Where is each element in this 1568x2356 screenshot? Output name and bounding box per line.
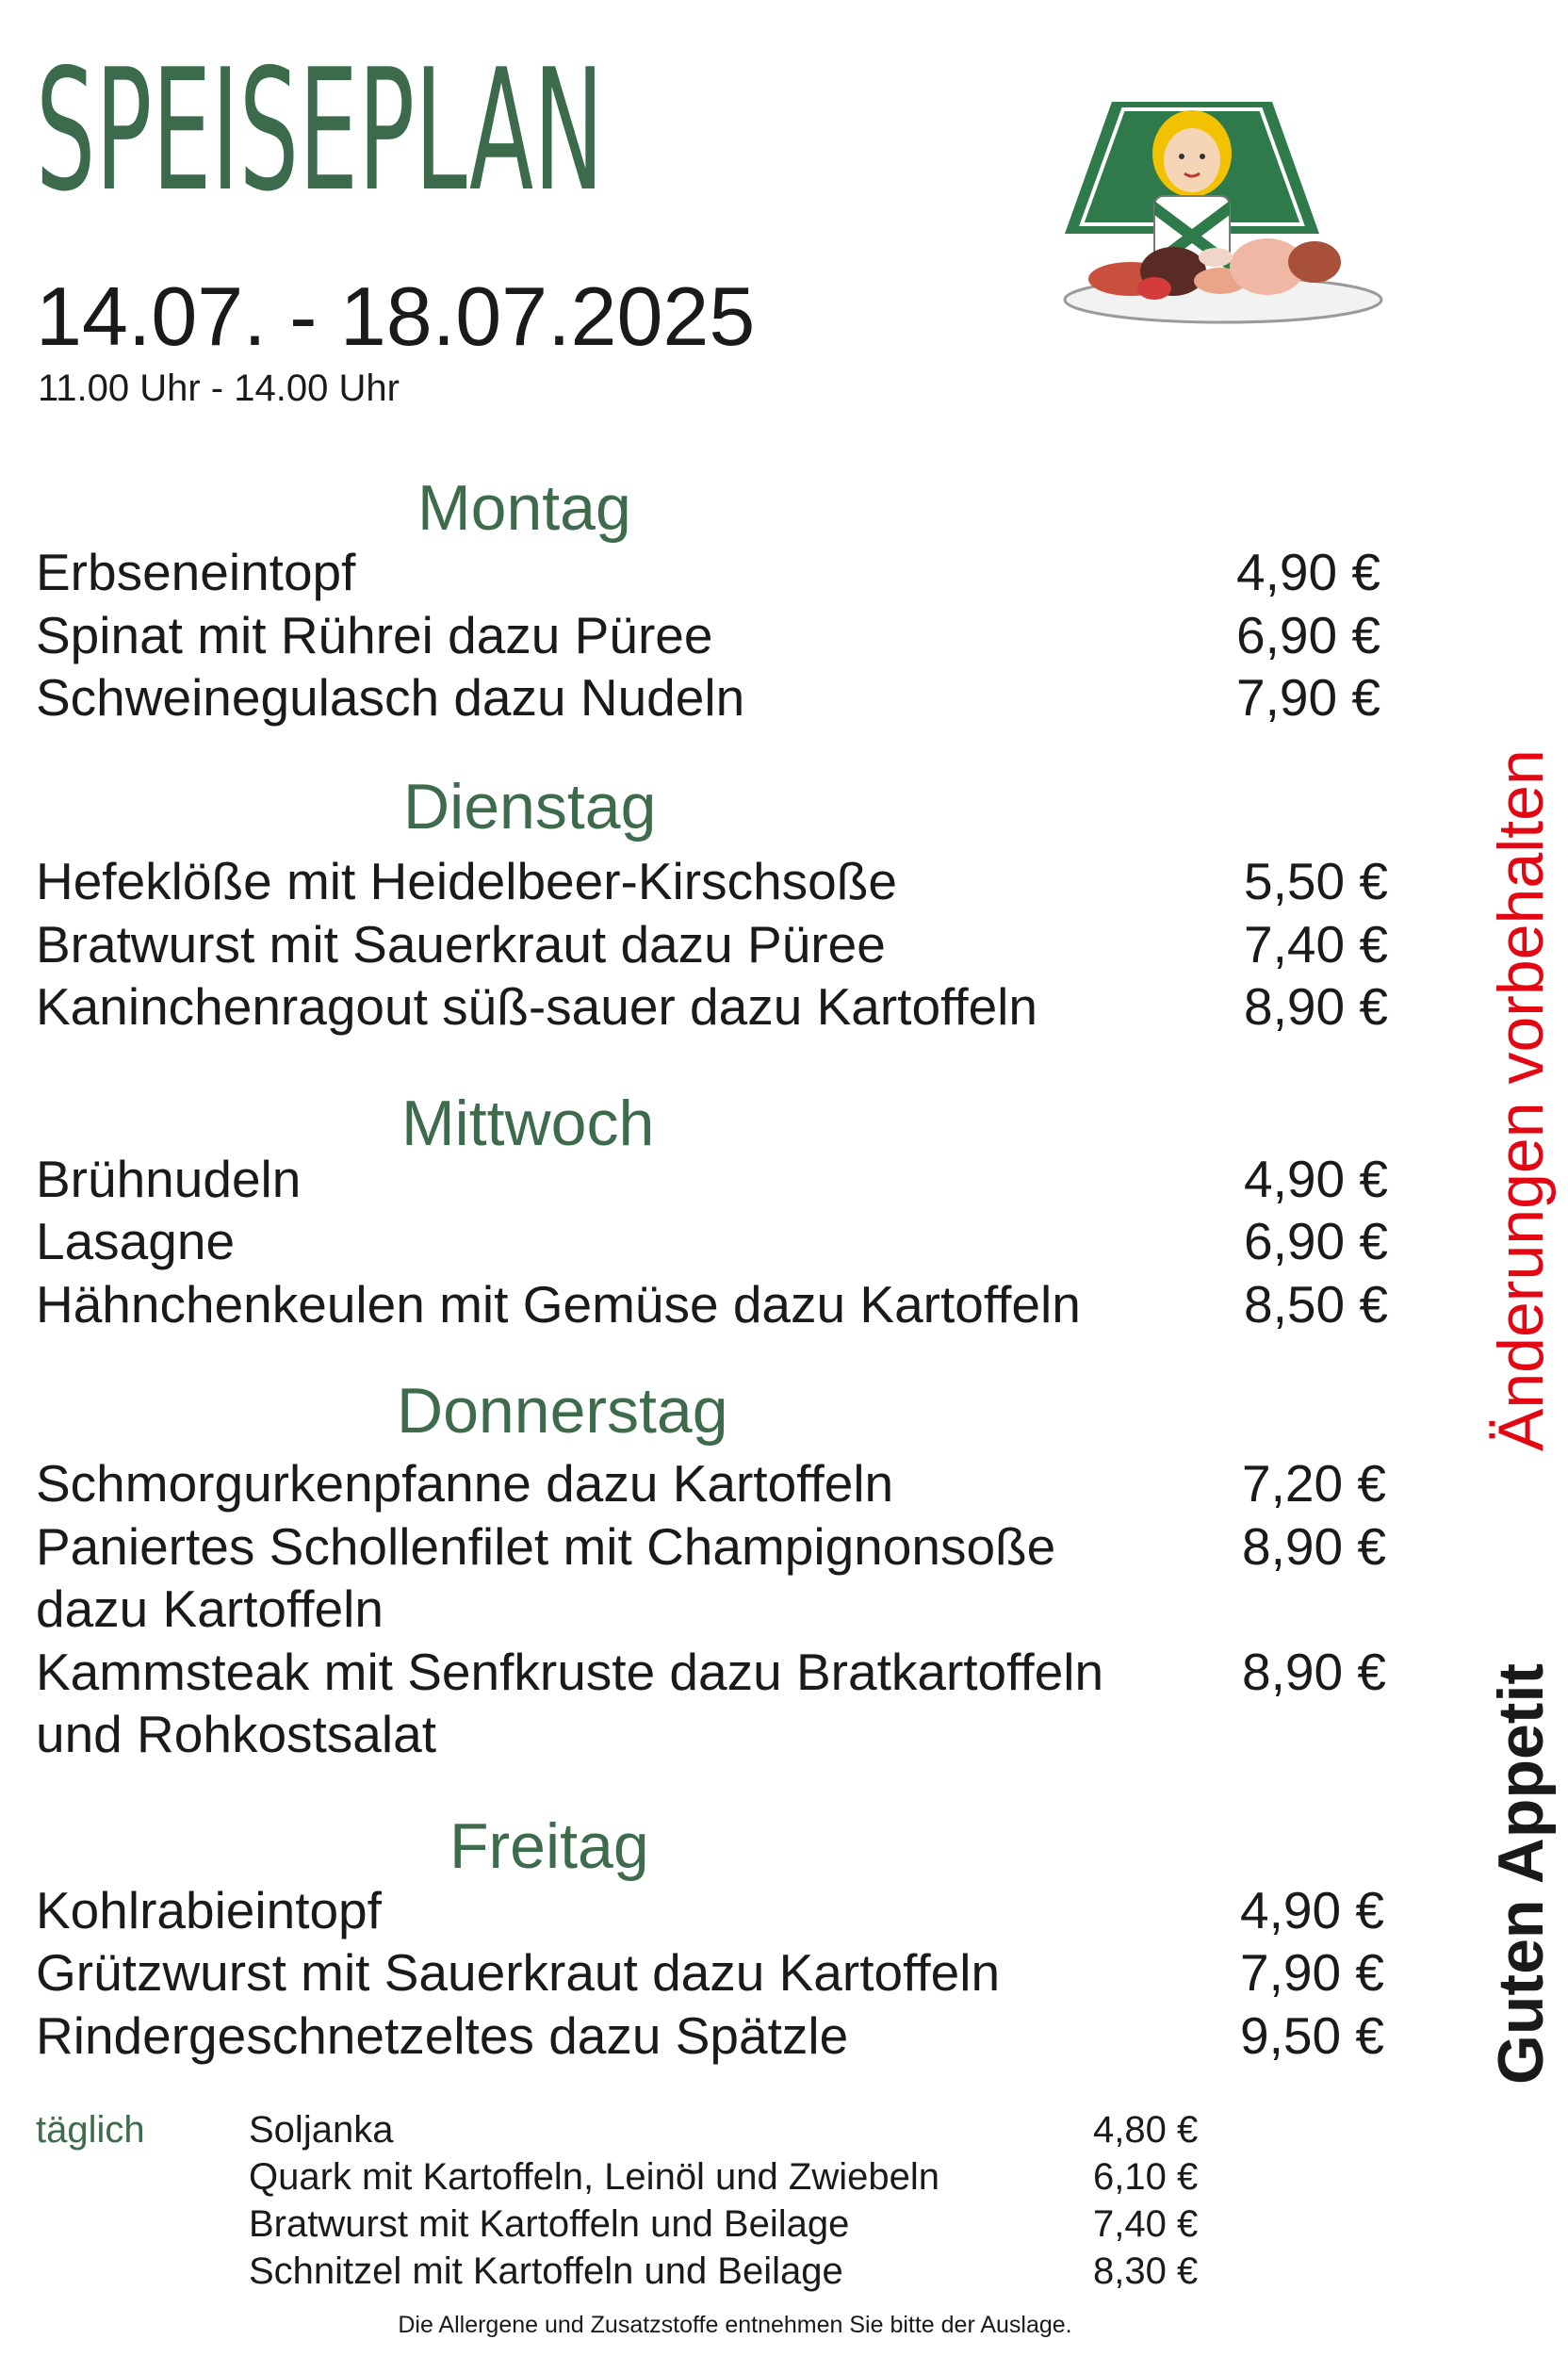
daily-item-price: 4,80 € bbox=[1093, 2109, 1199, 2151]
menu-item-name: Rindergeschnetzeltes dazu Spätzle bbox=[36, 2006, 849, 2065]
daily-item-price: 6,10 € bbox=[1093, 2156, 1199, 2198]
menu-item-name: Kammsteak mit Senfkruste dazu Bratkartoffeln bbox=[36, 1643, 1104, 1701]
day-heading: Montag bbox=[417, 472, 631, 544]
menu-item-name: Schmorgurkenpfanne dazu Kartoffeln bbox=[36, 1454, 894, 1513]
menu-item-name: Lasagne bbox=[36, 1212, 236, 1270]
day-heading: Freitag bbox=[449, 1810, 649, 1882]
daily-item-name: Soljanka bbox=[249, 2109, 394, 2151]
menu-item-price: 8,50 € bbox=[1244, 1275, 1388, 1333]
daily-item-name: Bratwurst mit Kartoffeln und Beilage bbox=[249, 2203, 850, 2245]
menu-item-price: 8,90 € bbox=[1242, 1517, 1386, 1576]
daily-item-name: Quark mit Kartoffeln, Leinöl und Zwiebeln bbox=[249, 2156, 939, 2198]
menu-item-name: Grützwurst mit Sauerkraut dazu Kartoffeln bbox=[36, 1943, 1001, 2002]
menu-item-name: Erbseneintopf bbox=[36, 543, 356, 601]
day-heading: Donnerstag bbox=[397, 1375, 728, 1447]
menu-item-name: Schweinegulasch dazu Nudeln bbox=[36, 668, 745, 727]
page-title: SPEISEPLAN bbox=[36, 33, 604, 228]
menu-item-price: 4,90 € bbox=[1240, 1881, 1384, 1939]
menu-item-price: 7,90 € bbox=[1236, 668, 1380, 727]
menu-item-price: 5,50 € bbox=[1244, 852, 1388, 910]
greeting-text: Guten Appetit bbox=[1485, 1663, 1557, 2085]
menu-item-name: Paniertes Schollenfilet mit Champignonsoße bbox=[36, 1517, 1056, 1576]
menu-item-price: 7,20 € bbox=[1242, 1454, 1386, 1513]
day-heading: Mittwoch bbox=[401, 1088, 655, 1159]
menu-item-name: Kaninchenragout süß-sauer dazu Kartoffeln bbox=[36, 977, 1037, 1036]
date-range: 14.07. - 18.07.2025 bbox=[36, 270, 756, 363]
menu-item-price: 4,90 € bbox=[1236, 543, 1380, 601]
menu-item-price: 9,50 € bbox=[1240, 2006, 1384, 2065]
menu-item-price: 7,40 € bbox=[1244, 915, 1388, 973]
menu-item-price: 4,90 € bbox=[1244, 1150, 1388, 1208]
menu-item-price: 7,90 € bbox=[1240, 1943, 1384, 2002]
daily-item-name: Schnitzel mit Kartoffeln und Beilage bbox=[249, 2250, 843, 2292]
changes-reserved-note: Änderungen vorbehalten bbox=[1485, 749, 1557, 1451]
menu-item-name: Kohlrabieintopf bbox=[36, 1881, 382, 1939]
menu-item-price: 6,90 € bbox=[1236, 606, 1380, 664]
menu-item-name: Bratwurst mit Sauerkraut dazu Püree bbox=[36, 915, 886, 973]
daily-label: täglich bbox=[36, 2109, 145, 2151]
menu-item-price: 8,90 € bbox=[1242, 1643, 1386, 1701]
daily-item-price: 7,40 € bbox=[1093, 2203, 1199, 2245]
daily-item-price: 8,30 € bbox=[1093, 2250, 1199, 2292]
menu-item-name: Hähnchenkeulen mit Gemüse dazu Kartoffeln bbox=[36, 1275, 1081, 1333]
menu-item-price: 6,90 € bbox=[1244, 1212, 1388, 1270]
woman-with-meat-platter-logo-icon bbox=[1055, 92, 1385, 337]
opening-hours: 11.00 Uhr - 14.00 Uhr bbox=[38, 368, 400, 409]
menu-item-price: 8,90 € bbox=[1244, 977, 1388, 1036]
allergen-note: Die Allergene und Zusatzstoffe entnehmen Sie bitte der Auslage. bbox=[398, 2312, 1072, 2338]
menu-item-name: Spinat mit Rührei dazu Püree bbox=[36, 606, 713, 664]
menu-item-name: Brühnudeln bbox=[36, 1150, 302, 1208]
menu-item-name: Hefeklöße mit Heidelbeer-Kirschsoße bbox=[36, 852, 897, 910]
menu-item-name: dazu Kartoffeln bbox=[36, 1579, 384, 1638]
menu-item-name: und Rohkostsalat bbox=[36, 1705, 436, 1763]
day-heading: Dienstag bbox=[403, 771, 657, 843]
